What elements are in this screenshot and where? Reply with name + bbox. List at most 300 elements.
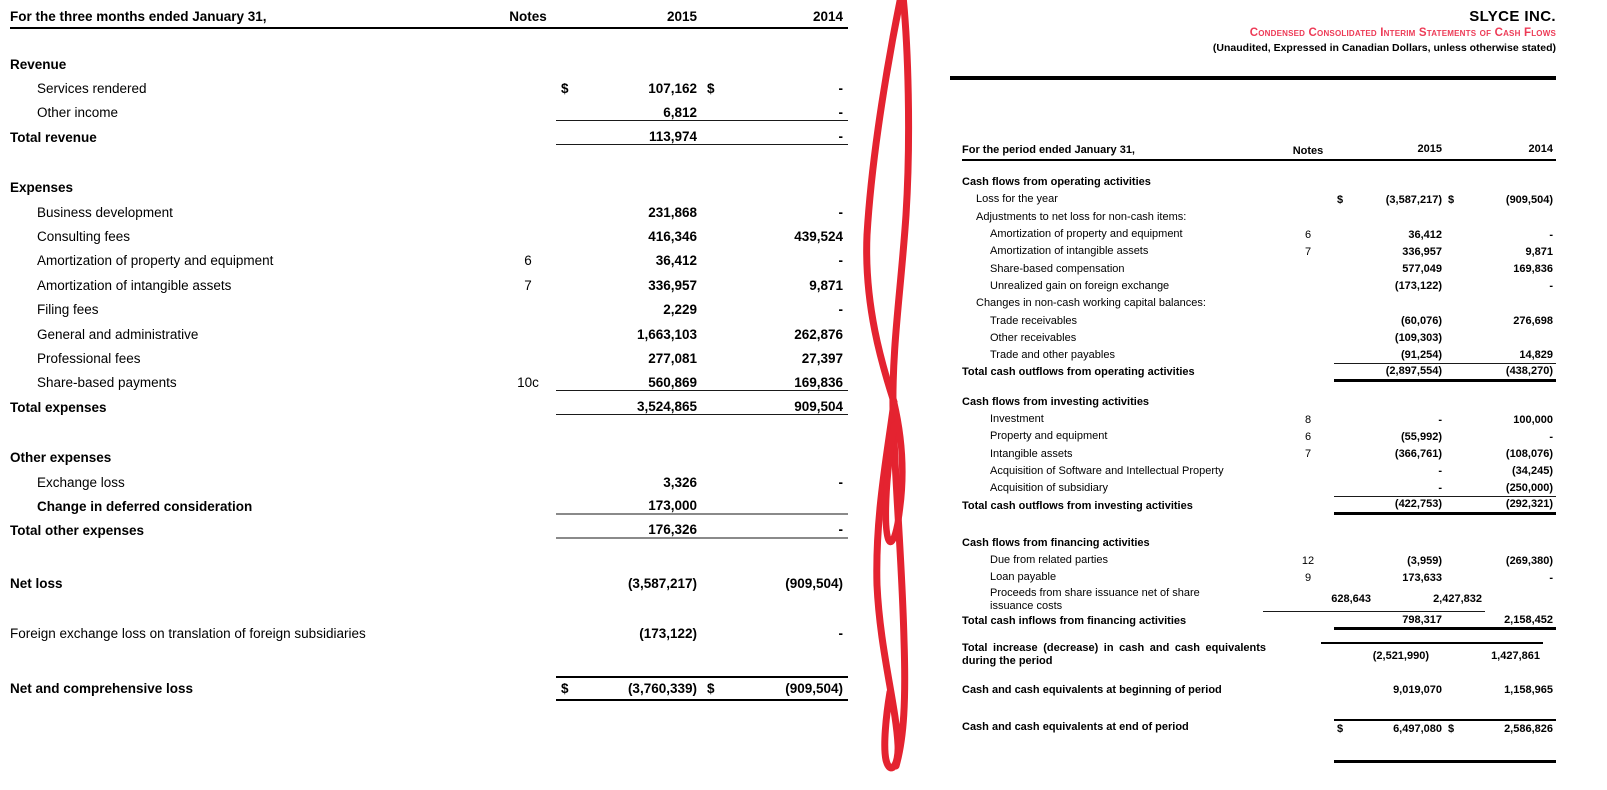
amount-2014 — [1445, 684, 1556, 696]
table-row — [962, 642, 1556, 668]
amount-2014 — [702, 375, 848, 390]
amount-2014 — [702, 205, 848, 220]
table-row — [962, 209, 1556, 226]
amount-value: (250,000) — [1505, 482, 1553, 495]
row-amounts — [1334, 260, 1556, 277]
amount-value: 9,871 — [1525, 245, 1553, 258]
table-row — [962, 174, 1556, 191]
currency-symbol: $ — [1337, 193, 1344, 206]
amount-value: - — [838, 204, 843, 220]
amount-value: 36,412 — [655, 253, 697, 269]
amount-value: - — [838, 253, 843, 269]
amount-2014 — [702, 351, 848, 366]
amount-value: 9,871 — [809, 277, 843, 293]
amount-2014 — [1445, 263, 1556, 275]
amount-value: (173,122) — [639, 626, 697, 642]
table-row — [962, 226, 1556, 243]
row-label: Other expenses — [10, 450, 112, 466]
amount-value: - — [838, 81, 843, 97]
amount-value: 9,019,070 — [1393, 684, 1442, 697]
amount-value: 1,427,861 — [1491, 649, 1540, 662]
row-label: Amortization of property and equipment — [37, 253, 274, 269]
row-amounts — [1334, 719, 1556, 736]
amount-2014 — [1445, 365, 1556, 377]
row-note-ref: 6 — [1304, 228, 1312, 241]
amount-value: (109,303) — [1394, 332, 1442, 345]
amount-value: (3,587,217) — [1385, 193, 1442, 206]
row-amounts — [556, 498, 848, 515]
year-2015-header: 2015 — [666, 9, 697, 24]
rule-line — [962, 760, 1556, 777]
amount-2015 — [556, 327, 702, 342]
row-label: Total increase (decrease) in cash and cash equivalents during the period — [962, 641, 1266, 667]
table-row — [10, 470, 848, 494]
header-rule — [950, 76, 1556, 80]
amount-value: (34,245) — [1512, 465, 1553, 478]
amount-value: 231,868 — [648, 204, 697, 220]
table-row — [10, 445, 848, 469]
currency-symbol: $ — [1337, 722, 1344, 735]
amount-2015 — [1334, 482, 1445, 494]
amount-2015 — [1334, 555, 1445, 567]
row-label: Net loss — [10, 575, 63, 591]
table-row — [962, 535, 1556, 552]
amount-2014 — [1432, 650, 1543, 662]
row-note-ref: 12 — [1301, 554, 1315, 567]
table-row — [10, 125, 848, 149]
amount-value: 277,081 — [648, 350, 697, 366]
amount-value: (60,076) — [1401, 315, 1442, 328]
table-row — [962, 445, 1556, 462]
amount-value: - — [1438, 465, 1442, 478]
amount-value: - — [838, 474, 843, 490]
row-amounts — [1263, 587, 1485, 613]
row-amounts — [1334, 191, 1556, 208]
row-spacer — [962, 382, 1556, 394]
row-label: Trade and other payables — [990, 349, 1115, 362]
income-statement — [10, 2, 848, 701]
amount-2014 — [702, 105, 848, 120]
amount-value: 36,412 — [1408, 228, 1442, 241]
amount-value: 14,829 — [1519, 349, 1553, 362]
amount-value: (422,753) — [1394, 498, 1442, 511]
row-spacer — [962, 515, 1556, 535]
amount-2015 — [1321, 650, 1432, 662]
amount-value: 909,504 — [794, 399, 843, 415]
row-amounts — [1334, 569, 1556, 586]
row-label: Foreign exchange loss on translation of foreign subsidiaries — [10, 626, 366, 642]
statement-title: Condensed Consolidated Interim Statements of Cash Flows — [1249, 27, 1556, 39]
year-column-headers — [1334, 140, 1556, 157]
row-amounts — [556, 676, 848, 701]
amount-2014 — [702, 81, 848, 96]
row-amounts — [1334, 552, 1556, 569]
table-row — [10, 346, 848, 370]
amount-2014 — [1445, 465, 1556, 477]
amount-2015 — [1334, 465, 1445, 477]
amount-2014 — [702, 129, 848, 144]
row-note-ref: 7 — [1304, 448, 1312, 461]
cashflow-statement-header — [962, 140, 1556, 161]
amount-2015 — [1334, 572, 1445, 584]
red-scribble-stroke — [893, 0, 909, 766]
row-label: Total cash inflows from financing activities — [962, 614, 1187, 627]
amount-2014 — [1374, 593, 1485, 605]
amount-value: - — [1549, 430, 1553, 443]
income-statement-rows — [10, 29, 848, 701]
amount-value: (55,992) — [1401, 430, 1442, 443]
row-label: Acquisition of Software and Intellectual Property — [990, 464, 1224, 477]
amount-value: 173,000 — [648, 497, 697, 513]
amount-2015 — [556, 229, 702, 244]
amount-2014 — [1445, 555, 1556, 567]
amount-2014 — [1445, 246, 1556, 258]
row-label: Proceeds from share issuance net of share issuance costs — [990, 586, 1200, 612]
amount-value: - — [1438, 413, 1442, 426]
amount-2014 — [1445, 572, 1556, 584]
amount-value: (292,321) — [1505, 498, 1553, 511]
amount-2015 — [1263, 593, 1374, 605]
table-row — [10, 371, 848, 395]
amount-2015 — [556, 522, 702, 537]
cashflow-header-block — [1213, 8, 1556, 54]
row-label: Share-based payments — [37, 375, 177, 391]
row-label: Exchange loss — [37, 474, 125, 490]
year-2014-header: 2014 — [812, 9, 843, 24]
table-row — [962, 364, 1556, 381]
table-row — [962, 394, 1556, 411]
row-note-ref: 10c — [517, 375, 539, 391]
row-label: Other receivables — [990, 331, 1077, 344]
amount-value: 27,397 — [801, 350, 843, 366]
year-column-headers — [556, 9, 848, 24]
row-amounts — [556, 229, 848, 244]
table-row — [10, 298, 848, 322]
row-label: Acquisition of subsidiary — [990, 482, 1109, 495]
table-row — [962, 191, 1556, 208]
statement-note: (Unaudited, Expressed in Canadian Dollars, unless otherwise stated) — [1212, 42, 1556, 54]
row-amounts — [1334, 295, 1556, 312]
table-row — [962, 682, 1556, 699]
amount-value: 628,643 — [1331, 593, 1371, 605]
row-label: Amortization of intangible assets — [37, 277, 232, 293]
row-label: Loan payable — [990, 571, 1057, 584]
amount-value: 1,663,103 — [636, 326, 697, 342]
row-note-ref: 6 — [524, 253, 532, 269]
table-row — [10, 519, 848, 543]
amount-2015 — [1334, 332, 1445, 344]
row-amounts — [1334, 330, 1556, 347]
row-label: Trade receivables — [990, 314, 1078, 327]
row-label: Expenses — [10, 180, 74, 196]
table-row — [10, 224, 848, 248]
row-label: Professional fees — [37, 350, 141, 366]
row-note-ref: 7 — [524, 277, 532, 293]
amount-2014 — [702, 302, 848, 317]
amount-value: 169,836 — [1513, 263, 1553, 276]
amount-2015 — [1334, 448, 1445, 460]
row-label: Revenue — [10, 56, 67, 72]
row-label: Total other expenses — [10, 523, 145, 539]
table-row — [962, 612, 1556, 629]
amount-2014 — [702, 253, 848, 268]
row-amounts — [556, 399, 848, 415]
row-amounts — [556, 522, 848, 539]
amount-2015 — [1334, 431, 1445, 443]
amount-2014 — [1445, 280, 1556, 292]
row-amounts — [556, 129, 848, 145]
row-spacer — [10, 595, 848, 621]
table-row — [962, 260, 1556, 277]
amount-2015 — [556, 205, 702, 220]
row-amounts — [1334, 480, 1556, 497]
amount-value: 336,957 — [648, 277, 697, 293]
row-amounts — [1334, 463, 1556, 480]
row-amounts — [556, 302, 848, 317]
year-2015-header: 2015 — [1417, 142, 1442, 155]
amount-2015 — [1334, 498, 1445, 510]
amount-value: - — [1438, 482, 1442, 495]
notes-column-header: Notes — [509, 9, 547, 24]
cashflow-statement — [962, 140, 1556, 778]
amount-2015 — [556, 576, 702, 591]
amount-2015 — [1334, 349, 1445, 361]
amount-2014 — [1445, 498, 1556, 510]
table-row — [962, 552, 1556, 569]
row-spacer — [10, 543, 848, 571]
row-label: Total revenue — [10, 129, 97, 145]
amount-2014 — [1445, 414, 1556, 426]
amount-value: (366,761) — [1394, 448, 1442, 461]
amount-value: 2,229 — [663, 302, 697, 318]
table-row — [962, 312, 1556, 329]
row-label: Investment — [990, 413, 1044, 426]
row-spacer — [10, 150, 848, 176]
amount-value: (438,270) — [1505, 365, 1553, 378]
currency-symbol: $ — [1448, 722, 1455, 735]
row-label: Other income — [37, 105, 119, 121]
amount-value: 2,427,832 — [1433, 593, 1482, 605]
table-row — [10, 322, 848, 346]
row-amounts — [1334, 612, 1556, 629]
row-label: Unrealized gain on foreign exchange — [990, 279, 1170, 292]
row-amounts — [556, 576, 848, 591]
amount-value: 798,317 — [1402, 613, 1442, 626]
row-label: Cash flows from investing activities — [962, 395, 1150, 408]
amount-2015 — [1334, 229, 1445, 241]
row-spacer — [962, 630, 1556, 642]
row-amounts — [556, 626, 848, 641]
amount-2015 — [556, 375, 702, 390]
amount-2015 — [1334, 280, 1445, 292]
year-2014-header: 2014 — [1528, 142, 1553, 155]
amount-value: 262,876 — [794, 326, 843, 342]
amount-value: 6,497,080 — [1393, 722, 1442, 735]
table-row — [962, 497, 1556, 514]
row-label: Total cash outflows from investing activities — [962, 499, 1193, 512]
amount-2014 — [1445, 431, 1556, 443]
row-label: Property and equipment — [990, 430, 1108, 443]
amount-value: 176,326 — [648, 522, 697, 538]
row-label: Amortization of property and equipment — [990, 228, 1183, 241]
row-amounts — [1334, 174, 1556, 191]
amount-2014 — [702, 399, 848, 414]
table-row — [962, 463, 1556, 480]
amount-value: (108,076) — [1505, 448, 1553, 461]
amount-value: - — [1549, 571, 1553, 584]
row-label: Cash flows from operating activities — [962, 176, 1151, 189]
table-row — [962, 428, 1556, 445]
row-label: Due from related parties — [990, 554, 1108, 567]
amount-2015 — [1334, 365, 1445, 377]
amount-value: 276,698 — [1513, 315, 1553, 328]
row-label: General and administrative — [37, 326, 199, 342]
amount-2014 — [702, 327, 848, 342]
row-amounts — [556, 351, 848, 366]
table-row — [962, 347, 1556, 364]
row-label: Loss for the year — [976, 193, 1058, 206]
amount-value: 173,633 — [1402, 571, 1442, 584]
row-spacer — [10, 29, 848, 52]
amount-2015 — [556, 278, 702, 293]
amount-2015 — [1334, 263, 1445, 275]
amount-value: - — [838, 129, 843, 145]
row-amounts — [1334, 394, 1556, 411]
amount-value: - — [838, 626, 843, 642]
row-note-ref: 6 — [1304, 430, 1312, 443]
row-amounts — [1334, 445, 1556, 462]
amount-2015 — [1334, 723, 1445, 735]
row-amounts — [1321, 642, 1543, 668]
amount-2014 — [702, 522, 848, 537]
row-amounts — [1334, 209, 1556, 226]
amount-value: - — [838, 302, 843, 318]
table-row — [10, 494, 848, 518]
row-label: Business development — [37, 204, 173, 220]
row-label: Total expenses — [10, 399, 107, 415]
table-row — [10, 621, 848, 645]
amount-value: - — [1549, 228, 1553, 241]
amount-2015 — [556, 498, 702, 513]
cashflow-statement-rows — [962, 174, 1556, 778]
row-label: Adjustments to net loss for non-cash items: — [976, 210, 1187, 223]
table-row — [10, 273, 848, 297]
table-row — [962, 295, 1556, 312]
table-row — [10, 571, 848, 595]
period-label: For the three months ended January 31, — [10, 9, 267, 24]
amount-value: (3,587,217) — [627, 575, 697, 591]
amount-value: (909,504) — [1505, 193, 1553, 206]
red-scribble-annotation — [848, 0, 928, 790]
row-label: Consulting fees — [37, 229, 131, 245]
amount-2014 — [702, 681, 848, 696]
amount-2015 — [1334, 246, 1445, 258]
amount-2015 — [1334, 684, 1445, 696]
amount-2015 — [556, 253, 702, 268]
table-row — [962, 719, 1556, 736]
amount-2015 — [1334, 315, 1445, 327]
row-label: Filing fees — [37, 302, 99, 318]
amount-2015 — [556, 399, 702, 414]
row-amounts — [556, 278, 848, 293]
table-row — [10, 101, 848, 125]
amount-value: 577,049 — [1402, 263, 1442, 276]
amount-2014 — [702, 278, 848, 293]
amount-value: (909,504) — [785, 680, 843, 696]
amount-value: 2,158,452 — [1504, 613, 1553, 626]
currency-symbol: $ — [561, 81, 569, 97]
row-amounts — [1334, 278, 1556, 295]
row-amounts — [1334, 682, 1556, 699]
row-spacer — [962, 668, 1556, 682]
row-label: Changes in non-cash working capital balances: — [976, 297, 1206, 310]
amount-value: 169,836 — [794, 374, 843, 390]
amount-2015 — [1334, 194, 1445, 206]
amount-2014 — [1445, 315, 1556, 327]
amount-value: - — [1549, 280, 1553, 293]
amount-value: 3,326 — [663, 474, 697, 490]
amount-value: (909,504) — [785, 575, 843, 591]
amount-2015 — [556, 129, 702, 144]
amount-value: 1,158,965 — [1504, 684, 1553, 697]
row-spacer — [962, 736, 1556, 760]
amount-2015 — [556, 302, 702, 317]
table-row — [10, 395, 848, 419]
row-amounts — [1334, 312, 1556, 329]
row-amounts — [556, 81, 848, 96]
table-row — [10, 676, 848, 701]
amount-value: (3,959) — [1407, 554, 1442, 567]
row-amounts — [1334, 497, 1556, 514]
amount-2015 — [556, 626, 702, 641]
row-amounts — [556, 475, 848, 490]
table-row — [962, 587, 1556, 613]
amount-value: 6,812 — [663, 104, 697, 120]
company-name: SLYCE INC. — [1469, 8, 1556, 25]
row-label: Intangible assets — [990, 447, 1073, 460]
amount-2015 — [556, 681, 702, 696]
amount-value: (2,897,554) — [1385, 365, 1442, 378]
amount-value: 2,586,826 — [1504, 722, 1553, 735]
row-label: Amortization of intangible assets — [990, 245, 1149, 258]
amount-2014 — [1445, 448, 1556, 460]
row-label: Cash flows from financing activities — [962, 536, 1150, 549]
amount-2014 — [702, 626, 848, 641]
table-row — [962, 243, 1556, 260]
currency-symbol: $ — [1448, 193, 1455, 206]
row-amounts — [1334, 364, 1556, 381]
amount-value: (3,760,339) — [627, 680, 697, 696]
row-spacer — [10, 419, 848, 445]
row-amounts — [556, 205, 848, 220]
row-label: Share-based compensation — [990, 262, 1125, 275]
table-row — [962, 480, 1556, 497]
table-row — [10, 200, 848, 224]
amount-2014 — [702, 576, 848, 591]
row-label: Cash and cash equivalents at end of period — [962, 721, 1189, 734]
amount-value: 107,162 — [648, 81, 697, 97]
amount-value: (173,122) — [1394, 280, 1442, 293]
amount-2015 — [556, 81, 702, 96]
row-amounts — [556, 253, 848, 268]
row-amounts — [1334, 226, 1556, 243]
row-amounts — [1334, 347, 1556, 364]
row-amounts — [1334, 428, 1556, 445]
row-amounts — [556, 105, 848, 121]
amount-value: 113,974 — [648, 129, 697, 145]
amount-value: 439,524 — [794, 229, 843, 245]
row-amounts — [1334, 535, 1556, 552]
